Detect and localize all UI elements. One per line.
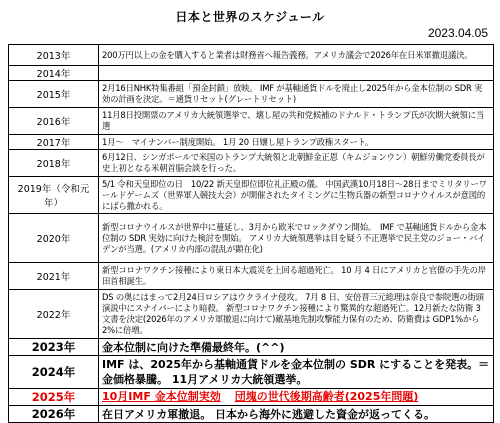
table-row <box>9 356 494 389</box>
year-cell: 2018年 <box>9 150 99 177</box>
table-row <box>9 135 494 150</box>
event-cell: 金本位制に向けた準備最終年。(^^) <box>99 339 494 356</box>
year-cell: 2023年 <box>9 339 99 356</box>
year-cell: 2019年（令和元年） <box>9 177 99 214</box>
event-cell: 新型コロナワクチン接種により東日本大震災を上回る超過死亡。 10 月 4 日にアメリカと官僚の手先の岸田首相誕生。 <box>99 263 494 290</box>
table-row <box>9 177 494 214</box>
year-cell: 2015年 <box>9 81 99 108</box>
event-cell: 1月～ マイナンバー制度開始。 1月 20 日嬢し屋トランプ政権スタート。 <box>99 135 494 150</box>
event-cell <box>99 389 494 406</box>
table-row <box>9 108 494 135</box>
document-date: 2023.04.05 <box>427 26 488 40</box>
page-title: 日本と世界のスケジュール <box>175 10 325 24</box>
event-cell: 6月12日、シンガポールで米国のトランプ大統領と北朝鮮金正恩（キムジョンウン）朝鮮労働党委員長が史上初となる米朝首脳会談を行った。 <box>99 150 494 177</box>
year-cell: 2024年 <box>9 356 99 389</box>
event-cell: 200万円以上の金を購入すると業者は財務省へ報告義務。アメリカ議会で2026年在日米軍撤退議決。 <box>99 45 494 66</box>
table-row <box>9 150 494 177</box>
event-cell: DS の奥にはまって2月24日ロシアはウクライナ侵攻。 7月 8 日、安倍晋三元総理は奈良で参院選の街頭演説中にスナイパーにより暗殺。 新型コロナワクチン接種により驚異的な超過死亡。12月新たな防衛 3 文書を決定(2026年のアメリカ軍撤退に向けて)敵基地先制攻撃能力保有のため、防衛費は GDP1%から2%に倍増。 <box>99 290 494 339</box>
event-cell: 在日アメリカ軍撤退。 日本から海外に逃避した資金が返ってくる。 <box>99 406 494 423</box>
year-cell: 2026年 <box>9 406 99 423</box>
event-cell: IMF は、2025年から基軸通貨ドルを金本位制の SDR にすることを発表。＝金価格暴騰。 11月アメリカ大統領選挙。 <box>99 356 494 389</box>
year-cell: 2013年 <box>9 45 99 66</box>
year-cell: 2016年 <box>9 108 99 135</box>
table-row <box>9 214 494 263</box>
event-text-gold-standard: 10月IMF 金本位制実効 <box>102 390 221 403</box>
event-cell: 11月8日投開票のアメリカ大統領選挙で、壊し屋の共和党候補のドナルド・トランプ氏が次期大統領に当選 <box>99 108 494 135</box>
year-cell: 2017年 <box>9 135 99 150</box>
table-row <box>9 45 494 66</box>
table-row <box>9 66 494 81</box>
table-row <box>9 81 494 108</box>
event-cell: 新型コロナウイルスが世界中に蔓延し、3月から欧米でロックダウン開始。 IMF で基軸通貨ドルから金本位制の SDR 実効に向けた検討を開始。 アメリカ大統領選挙は目を疑う不正選挙で民主党のジョー・バイデンが当選。(アメリカ内部の混乱が顕在化) <box>99 214 494 263</box>
table-row <box>9 339 494 356</box>
table-row <box>9 290 494 339</box>
event-cell: 5/1 令和天皇即位の日 10/22 新天皇即位即位礼正殿の儀。 中国武漢10月18日～28日までミリタリーワールドゲームズ（世界軍人競技大会）が開催されたタイミングに生物兵器の新型コロナウイルスが意図的にばら撒かれる。 <box>99 177 494 214</box>
table-row <box>9 263 494 290</box>
event-cell <box>99 66 494 81</box>
year-cell: 2022年 <box>9 290 99 339</box>
table-row <box>9 389 494 406</box>
year-cell: 2025年 <box>9 389 99 406</box>
year-cell: 2021年 <box>9 263 99 290</box>
schedule-table <box>8 44 494 423</box>
year-cell: 2020年 <box>9 214 99 263</box>
year-cell: 2014年 <box>9 66 99 81</box>
table-row <box>9 406 494 423</box>
event-text-baby-boomers: 団塊の世代後期高齢者(2025年問題) <box>234 390 419 403</box>
event-cell: 2月16日NHK特集番組「預金封鎖」放映。 IMF が基軸通貨ドルを廃止し2025年から金本位制の SDR 実効の計画を決定。＝通貨リセット(グレートリセット) <box>99 81 494 108</box>
